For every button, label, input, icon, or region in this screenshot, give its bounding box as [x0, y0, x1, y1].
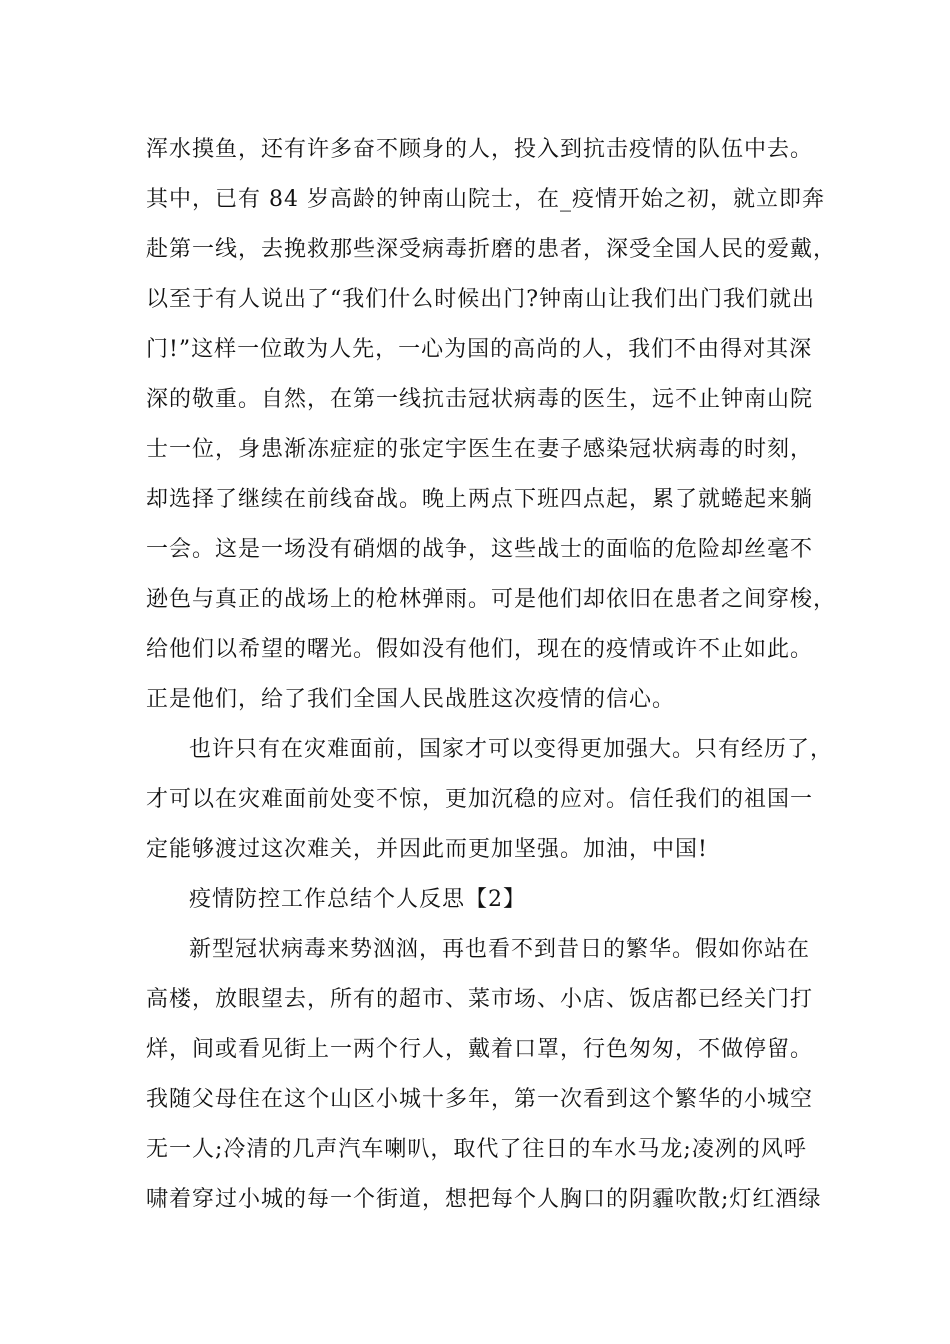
text-line: 烊，间或看见街上一两个行人，戴着口罩，行色匆匆，不做停留。	[146, 1037, 814, 1062]
text-line: 我随父母住在这个山区小城十多年，第一次看到这个繁华的小城空	[146, 1087, 814, 1112]
text-line: 门!”这样一位敢为人先，一心为国的高尚的人，我们不由得对其深	[146, 337, 813, 362]
text-line: 以至于有人说出了“我们什么时候出门?钟南山让我们出门我们就出	[146, 287, 816, 312]
text-line: 赴第一线，去挽救那些深受病毒折磨的患者，深受全国人民的爱戴，	[146, 237, 837, 262]
text-line: 其中，已有 84 岁高龄的钟南山院士，在_疫情开始之初，就立即奔	[146, 187, 825, 212]
text-line: 无一人;冷清的几声汽车喇叭，取代了往日的车水马龙;凌冽的风呼	[146, 1137, 807, 1162]
text-line: 给他们以希望的曙光。假如没有他们，现在的疫情或许不止如此。	[146, 637, 814, 662]
paragraph-start-line: 新型冠状病毒来势汹汹，再也看不到昔日的繁华。假如你站在	[189, 937, 811, 962]
text-line: 啸着穿过小城的每一个街道，想把每个人胸口的阴霾吹散;灯红酒绿	[146, 1187, 822, 1212]
text-line: 逊色与真正的战场上的枪林弹雨。可是他们却依旧在患者之间穿梭，	[146, 587, 837, 612]
text-line: 浑水摸鱼，还有许多奋不顾身的人，投入到抗击疫情的队伍中去。	[146, 137, 814, 162]
section-heading: 疫情防控工作总结个人反思【2】	[189, 887, 526, 912]
text-line: 高楼，放眼望去，所有的超市、菜市场、小店、饭店都已经关门打	[146, 987, 814, 1012]
text-line: 才可以在灾难面前处变不惊，更加沉稳的应对。信任我们的祖国一	[146, 787, 814, 812]
text-line: 士一位，身患渐冻症症的张定宇医生在妻子感染冠状病毒的时刻，	[146, 437, 814, 462]
text-line: 却选择了继续在前线奋战。晚上两点下班四点起，累了就蜷起来躺	[146, 487, 814, 512]
text-line: 正是他们，给了我们全国人民战胜这次疫情的信心。	[146, 687, 676, 712]
text-line: 定能够渡过这次难关，并因此而更加坚强。加油，中国!	[146, 837, 708, 862]
text-line: 一会。这是一场没有硝烟的战争，这些战士的面临的危险却丝毫不	[146, 537, 814, 562]
text-line: 深的敬重。自然，在第一线抗击冠状病毒的医生，远不止钟南山院	[146, 387, 814, 412]
paragraph-start-line: 也许只有在灾难面前，国家才可以变得更加强大。只有经历了，	[189, 737, 834, 762]
